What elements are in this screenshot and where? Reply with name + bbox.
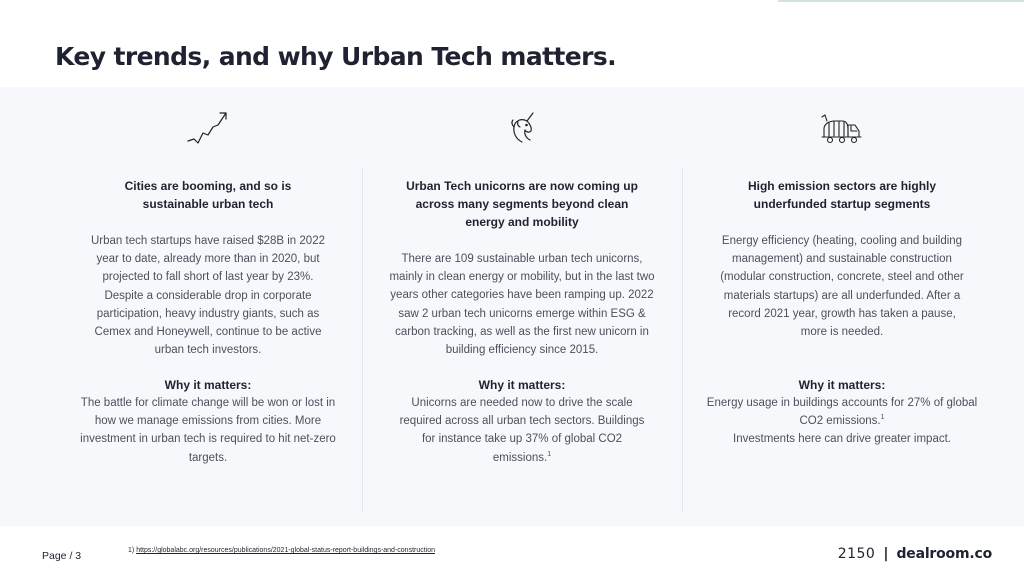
column-heading: Urban Tech unicorns are now coming up across many segments beyond clean energy and mobility <box>406 179 638 229</box>
footnote-link[interactable]: https://globalabc.org/resources/publications/2021-global-status-report-buildings-and-construction <box>136 547 436 554</box>
brand-dealroom: dealroom.co <box>896 546 992 562</box>
brand-separator: | <box>883 546 889 562</box>
cement-truck-icon <box>820 109 864 149</box>
why-it-matters-sentence: Investments here can drive greater impact. <box>733 433 951 446</box>
why-it-matters-title: Why it matters: <box>798 378 886 392</box>
why-it-matters-sentence: Unicorns are needed now to drive the scale required across all urban tech sectors. Buildings for instance take up 37% of global CO2 emissions. <box>399 397 645 464</box>
trend-column-high-emission <box>682 87 1002 526</box>
why-it-matters-title: Why it matters: <box>164 378 252 392</box>
unicorn-icon <box>500 109 544 149</box>
brand-2150: 2150 <box>837 546 876 562</box>
footnote-marker: 1 <box>547 450 552 458</box>
column-heading: Cities are booming, and so is sustainable urban tech <box>124 179 292 211</box>
why-it-matters-sentence: Energy usage in buildings accounts for 27% of global CO2 emissions. <box>706 397 978 428</box>
top-accent-line <box>778 0 1024 2</box>
footnote-number: 1) <box>128 547 135 554</box>
trending-up-arrow-icon <box>186 109 230 149</box>
page-title: Key trends, and why Urban Tech matters. <box>55 42 617 71</box>
footnote-marker: 1 <box>880 414 885 422</box>
why-it-matters-title: Why it matters: <box>478 378 566 392</box>
brand-logo <box>838 546 992 562</box>
column-heading: High emission sectors are highly underfunded startup segments <box>747 179 937 211</box>
why-it-matters-text <box>682 394 1002 449</box>
column-body: Energy efficiency (heating, cooling and building management) and sustainable construction (modular construction, concrete, steel and other materials startups) are all underfunded. After a record 2021 year, growth has taken a pause, more is needed. <box>720 235 964 339</box>
trends-panel <box>0 87 1024 526</box>
trend-column-cities <box>48 87 368 526</box>
column-body: There are 109 sustainable urban tech unicorns, mainly in clean energy or mobility, but in the last two years other categories have been ramping up. 2022 saw 2 urban tech unicorns emerge within ESG & carbon tracking, as well as the first new unicorn in building efficiency since 2015. <box>389 253 655 357</box>
trend-column-unicorns <box>362 87 682 526</box>
page-number: Page / 3 <box>42 550 82 562</box>
column-body: Urban tech startups have raised $28B in 2022 year to date, already more than in 2020, but projected to fall short of last year by 23%. Despite a considerable drop in corporate participation, heavy industry giants, such as Cemex and Honeywell, continue to be active urban tech investors. <box>91 235 325 357</box>
why-it-matters-text <box>362 394 682 467</box>
why-it-matters-text: The battle for climate change will be won or lost in how we manage emissions from cities. More investment in urban tech is required to hit net-zero targets. <box>80 397 336 464</box>
footnote <box>128 547 435 554</box>
